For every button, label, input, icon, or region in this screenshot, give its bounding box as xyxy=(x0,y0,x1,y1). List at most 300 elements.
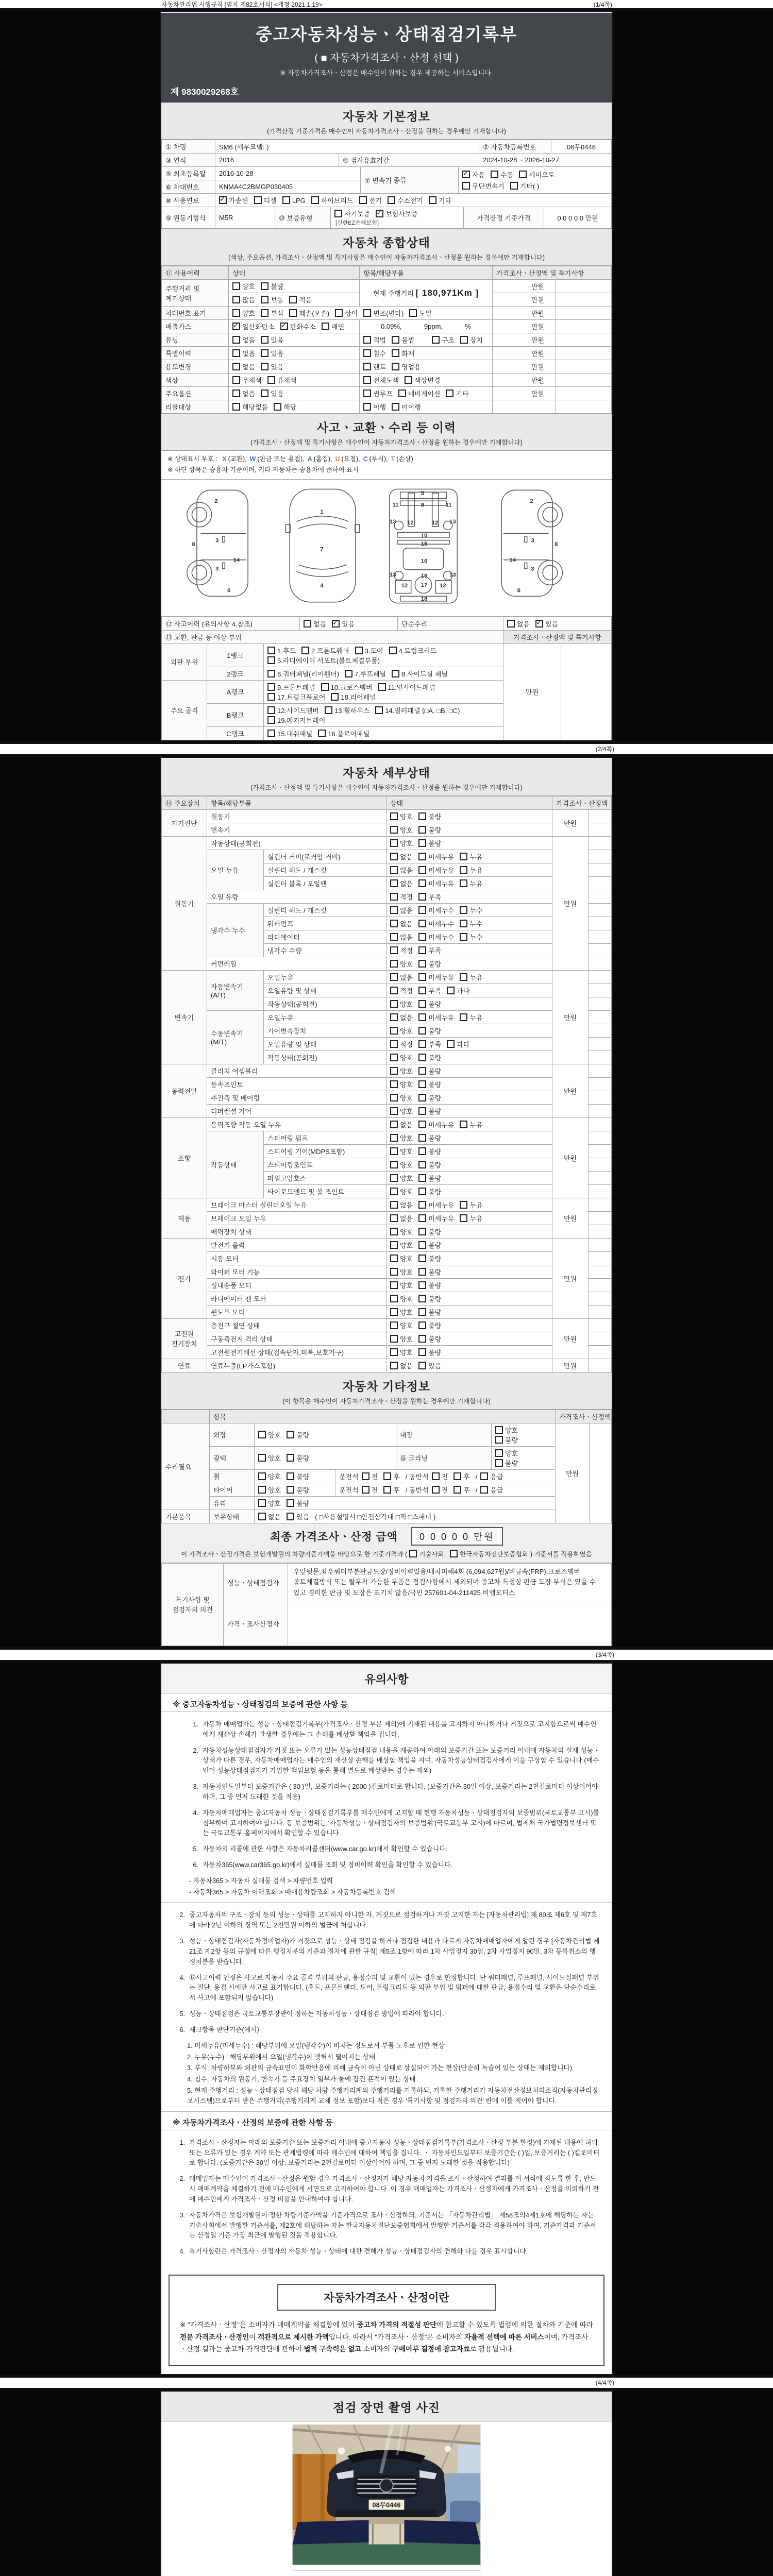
checkbox[interactable] xyxy=(261,389,268,397)
checkbox[interactable] xyxy=(390,1214,398,1222)
checkbox[interactable] xyxy=(258,1431,266,1438)
checkbox[interactable] xyxy=(390,960,398,968)
note-cell xyxy=(589,1359,612,1372)
option-prefix: 운전석 xyxy=(339,1472,359,1481)
checkbox[interactable] xyxy=(261,336,268,344)
checkbox-checked[interactable] xyxy=(219,196,227,204)
checkbox[interactable] xyxy=(390,1040,398,1048)
option-label: 전 xyxy=(441,1486,448,1494)
checkbox[interactable] xyxy=(495,1459,503,1467)
checkbox[interactable] xyxy=(390,893,398,901)
row-label: 주행거리 및 계기상태 xyxy=(162,280,229,307)
status-code: T xyxy=(391,455,395,463)
checkbox[interactable] xyxy=(389,647,397,654)
page-4 xyxy=(160,2391,613,2576)
option-label: 없음 xyxy=(313,620,327,628)
option-label: 양호 xyxy=(400,1147,413,1156)
checkbox[interactable] xyxy=(390,1147,398,1155)
checkbox[interactable] xyxy=(383,1486,391,1494)
option xyxy=(418,1066,441,1076)
checkbox[interactable] xyxy=(460,336,468,344)
state-options xyxy=(386,997,552,1010)
checkbox[interactable] xyxy=(418,1255,426,1262)
checkbox[interactable] xyxy=(418,866,426,874)
checkbox[interactable] xyxy=(258,1499,266,1507)
checkbox[interactable] xyxy=(301,647,309,654)
checkbox[interactable] xyxy=(345,670,352,677)
checkbox[interactable] xyxy=(460,879,467,887)
checkbox[interactable] xyxy=(390,933,398,941)
accident-history-options xyxy=(300,617,398,630)
checkbox[interactable] xyxy=(418,973,426,981)
option xyxy=(390,825,413,835)
checkbox[interactable] xyxy=(392,670,399,677)
price-box-text: 에 참고할 수 있도록 법령에 의한 절차와 기준에 따라 xyxy=(436,2321,593,2329)
checkbox-checked[interactable] xyxy=(535,620,543,628)
checkbox[interactable] xyxy=(390,1348,398,1356)
checkbox[interactable] xyxy=(418,1308,426,1316)
room-cleaning-options xyxy=(492,1446,556,1469)
checkbox[interactable] xyxy=(311,196,319,204)
checkbox[interactable] xyxy=(232,296,240,303)
option xyxy=(418,1039,441,1049)
checkbox[interactable] xyxy=(390,879,398,887)
checkbox[interactable] xyxy=(418,1174,426,1182)
checkbox[interactable] xyxy=(418,1321,426,1329)
option xyxy=(460,1012,482,1022)
option xyxy=(390,1334,413,1344)
checkbox[interactable] xyxy=(418,1147,426,1155)
option-label: 불량 xyxy=(428,1188,442,1196)
checkbox[interactable] xyxy=(258,1513,266,1520)
checkbox[interactable] xyxy=(390,906,398,914)
checkbox[interactable] xyxy=(267,656,275,664)
checkbox[interactable] xyxy=(363,336,371,344)
checkbox[interactable] xyxy=(390,1295,398,1302)
checkbox[interactable] xyxy=(390,812,398,820)
checkbox[interactable] xyxy=(321,683,329,691)
checkbox[interactable] xyxy=(287,1472,294,1480)
checkbox[interactable] xyxy=(267,670,275,677)
checkbox[interactable] xyxy=(460,920,467,927)
option-label: 전체도색 xyxy=(373,377,399,384)
checkbox[interactable] xyxy=(418,839,426,847)
diagram-part-number: 12 xyxy=(407,519,414,526)
checkbox[interactable] xyxy=(418,1107,426,1115)
checkbox[interactable] xyxy=(418,1281,426,1289)
vehicle-diagram xyxy=(161,480,612,617)
checkbox[interactable] xyxy=(418,826,426,834)
checkbox[interactable] xyxy=(282,196,290,204)
note-cell xyxy=(589,1050,612,1064)
checkbox[interactable] xyxy=(418,812,426,820)
checkbox[interactable] xyxy=(460,1201,467,1209)
option xyxy=(376,209,418,218)
checkbox[interactable] xyxy=(495,1449,503,1457)
checkbox[interactable] xyxy=(418,933,426,941)
checkbox[interactable] xyxy=(390,853,398,860)
checkbox[interactable] xyxy=(418,1040,426,1048)
checkbox[interactable] xyxy=(409,1550,417,1557)
checkbox[interactable] xyxy=(390,1362,398,1369)
checkbox[interactable] xyxy=(289,296,297,303)
checkbox[interactable] xyxy=(418,1054,426,1061)
checkbox[interactable] xyxy=(261,309,268,317)
checkbox[interactable] xyxy=(390,1228,398,1235)
checkbox[interactable] xyxy=(334,210,342,217)
odometer-value: [ 180,971Km ] xyxy=(415,287,479,298)
checkbox[interactable] xyxy=(355,647,363,654)
checkbox[interactable] xyxy=(495,1426,503,1434)
caution-item-number: 2. xyxy=(193,1746,198,1754)
checkbox[interactable] xyxy=(418,987,426,994)
checkbox[interactable] xyxy=(287,1431,294,1438)
checkbox[interactable] xyxy=(318,730,326,737)
item-label: 추진축 및 베어링 xyxy=(207,1091,386,1104)
price-cell: 만원 xyxy=(552,1198,589,1238)
checkbox[interactable] xyxy=(418,1067,426,1075)
checkbox[interactable] xyxy=(418,946,426,954)
checkbox[interactable] xyxy=(392,336,399,344)
option-label: 전 xyxy=(371,1486,378,1494)
checkbox[interactable] xyxy=(418,1134,426,1142)
checkbox[interactable] xyxy=(398,389,406,397)
option xyxy=(390,1039,413,1049)
price-cell: 만원 xyxy=(493,360,556,374)
checkbox[interactable] xyxy=(390,1255,398,1262)
checkbox-checked[interactable] xyxy=(462,171,470,178)
checkbox[interactable] xyxy=(378,683,386,691)
checkbox[interactable] xyxy=(375,706,383,714)
checkbox[interactable] xyxy=(390,1268,398,1276)
option xyxy=(418,1106,441,1116)
checkbox[interactable] xyxy=(460,1214,467,1222)
checkbox[interactable] xyxy=(254,196,262,204)
checkbox[interactable] xyxy=(287,1454,294,1462)
checkbox[interactable] xyxy=(432,336,440,344)
note-cell xyxy=(589,876,612,890)
option-label: 양호 xyxy=(400,1188,413,1196)
checkbox[interactable] xyxy=(258,1486,266,1494)
checkbox[interactable] xyxy=(390,946,398,954)
checkbox[interactable] xyxy=(390,826,398,834)
basic-info-table xyxy=(161,207,612,229)
checkbox[interactable] xyxy=(450,1550,458,1557)
diagram-part-number: 3 xyxy=(531,566,534,572)
state-options xyxy=(386,1064,552,1077)
checkbox[interactable] xyxy=(390,866,398,874)
checkbox[interactable] xyxy=(418,1214,426,1222)
checkbox-checked[interactable] xyxy=(280,323,288,330)
option xyxy=(460,878,482,888)
checkbox[interactable] xyxy=(418,1161,426,1168)
caution-item xyxy=(185,1844,601,1854)
checkbox[interactable] xyxy=(390,987,398,994)
note-cell xyxy=(589,1024,612,1037)
table-row xyxy=(162,1423,612,1446)
checkbox[interactable] xyxy=(322,323,329,330)
checkbox[interactable] xyxy=(446,389,453,397)
checkbox[interactable] xyxy=(261,282,268,290)
note-cell xyxy=(589,930,612,943)
checkbox[interactable] xyxy=(390,1121,398,1128)
option xyxy=(409,1549,446,1558)
checkbox[interactable] xyxy=(232,376,240,384)
note-cell xyxy=(561,643,612,740)
checkbox[interactable] xyxy=(390,1241,398,1249)
checkbox[interactable] xyxy=(392,349,399,357)
checkbox[interactable] xyxy=(363,389,371,397)
option-label: 양호 xyxy=(505,1449,518,1458)
checkbox[interactable] xyxy=(390,1107,398,1115)
option xyxy=(390,1240,413,1250)
page-title: 중고자동차성능ㆍ상태점검기록부 xyxy=(255,25,518,44)
checkbox[interactable] xyxy=(267,730,275,737)
checkbox[interactable] xyxy=(453,1486,461,1494)
checkbox[interactable] xyxy=(409,309,417,317)
table-row xyxy=(162,1211,612,1225)
checkbox[interactable] xyxy=(418,853,426,860)
item-label: 라디에이터 팬 모터 xyxy=(207,1292,386,1305)
checkbox[interactable] xyxy=(287,1486,294,1494)
checkbox[interactable] xyxy=(495,1436,503,1444)
checkbox[interactable] xyxy=(383,1472,391,1480)
option-label: 17.트렁크플로어 xyxy=(277,693,326,701)
checkbox[interactable] xyxy=(390,1321,398,1329)
checkbox[interactable] xyxy=(447,1040,455,1048)
checkbox[interactable] xyxy=(460,906,467,914)
column-header: 가격조사ㆍ산정액 및 특기사항 xyxy=(493,266,612,280)
item-label: 클러치 어셈블리 xyxy=(207,1064,386,1077)
checkbox[interactable] xyxy=(304,620,311,628)
checkbox[interactable] xyxy=(390,920,398,927)
option xyxy=(510,181,539,191)
cautions-sec1-header: ※ 중고자동차성능ㆍ상태점검의 보증에 관한 사항 등 xyxy=(161,1693,612,1712)
checkbox[interactable] xyxy=(390,1281,398,1289)
caution-sub-item: - 자동차365 > 자동차 이력조회 > 매매용차량조회 > 자동차등록번호 검색 xyxy=(189,1888,396,1896)
option xyxy=(418,1347,441,1357)
checkbox[interactable] xyxy=(363,309,371,317)
checkbox[interactable] xyxy=(405,376,412,384)
option xyxy=(261,348,283,358)
checkbox[interactable] xyxy=(267,683,275,691)
option-label: 불량 xyxy=(428,1107,442,1115)
checkbox[interactable] xyxy=(453,1472,461,1480)
checkbox[interactable] xyxy=(480,1486,488,1494)
checkbox[interactable] xyxy=(418,1335,426,1343)
caution-item-text: 체크항목 판단기준(예시) xyxy=(189,2025,259,2033)
table-row xyxy=(162,194,612,207)
checkbox[interactable] xyxy=(287,1499,294,1507)
checkbox[interactable] xyxy=(460,866,467,874)
checkbox[interactable] xyxy=(418,1348,426,1356)
checkbox[interactable] xyxy=(418,1013,426,1021)
table-row xyxy=(162,1292,612,1305)
checkbox[interactable] xyxy=(462,182,470,190)
checkbox[interactable] xyxy=(392,363,399,370)
checkbox[interactable] xyxy=(363,376,371,384)
checkbox[interactable] xyxy=(432,1486,440,1494)
checkbox[interactable] xyxy=(362,1472,369,1480)
checkbox[interactable] xyxy=(418,1362,426,1369)
checkbox[interactable] xyxy=(418,1241,426,1249)
checkbox[interactable] xyxy=(289,309,297,317)
checkbox[interactable] xyxy=(418,1228,426,1235)
option xyxy=(232,375,262,385)
checkbox[interactable] xyxy=(363,363,371,370)
checkbox[interactable] xyxy=(331,693,339,701)
checkbox[interactable] xyxy=(460,1121,467,1128)
checkbox[interactable] xyxy=(390,1000,398,1008)
checkbox[interactable] xyxy=(267,716,275,724)
checkbox[interactable] xyxy=(418,1268,426,1276)
checkbox[interactable] xyxy=(418,1000,426,1008)
checkbox[interactable] xyxy=(388,196,395,204)
checkbox[interactable] xyxy=(447,987,455,994)
checkbox[interactable] xyxy=(232,363,240,370)
checkbox[interactable] xyxy=(258,1454,266,1462)
checkbox[interactable] xyxy=(362,1486,369,1494)
note-cell xyxy=(589,1265,612,1278)
checkbox[interactable] xyxy=(363,403,371,411)
checkbox[interactable] xyxy=(258,1472,266,1480)
checkbox[interactable] xyxy=(418,1121,426,1128)
item-label: 작동상태(공회전) xyxy=(264,1050,386,1064)
checkbox[interactable] xyxy=(491,171,498,178)
checkbox[interactable] xyxy=(390,1201,398,1209)
checkbox[interactable] xyxy=(232,349,240,357)
checkbox[interactable] xyxy=(390,1080,398,1088)
option xyxy=(390,986,413,995)
checkbox[interactable] xyxy=(418,1295,426,1302)
checkbox[interactable] xyxy=(390,1013,398,1021)
checkbox[interactable] xyxy=(261,363,268,370)
table-row xyxy=(162,1198,612,1211)
checkbox[interactable] xyxy=(390,839,398,847)
checkbox[interactable] xyxy=(418,1080,426,1088)
checkbox[interactable] xyxy=(390,1027,398,1035)
checkbox[interactable] xyxy=(267,693,275,701)
checkbox[interactable] xyxy=(335,309,343,317)
checkbox[interactable] xyxy=(232,336,240,344)
fuel-options xyxy=(215,194,612,207)
checkbox[interactable] xyxy=(507,620,515,628)
checkbox[interactable] xyxy=(325,706,332,714)
item-label: 라디에이터 xyxy=(264,930,386,943)
checkbox[interactable] xyxy=(267,647,275,654)
checkbox[interactable] xyxy=(267,706,275,714)
option xyxy=(258,1430,281,1439)
checkbox[interactable] xyxy=(261,349,268,357)
table-row xyxy=(162,1359,612,1372)
checkbox[interactable] xyxy=(390,1174,398,1182)
checkbox[interactable] xyxy=(460,933,467,941)
checkbox[interactable] xyxy=(274,403,281,411)
checkbox[interactable] xyxy=(390,1054,398,1061)
checkbox[interactable] xyxy=(390,1134,398,1142)
checkbox[interactable] xyxy=(390,1335,398,1343)
option-label: 10.크로스멤버 xyxy=(330,683,373,691)
checkbox[interactable] xyxy=(232,309,240,317)
option-label: 불량 xyxy=(505,1436,518,1444)
checkbox[interactable] xyxy=(510,182,518,190)
table-row xyxy=(162,1510,612,1523)
checkbox[interactable] xyxy=(390,1161,398,1168)
checkbox-checked[interactable] xyxy=(376,210,383,217)
checkbox[interactable] xyxy=(432,1472,440,1480)
checkbox[interactable] xyxy=(460,1013,467,1021)
option-label: 있음 xyxy=(545,620,559,628)
caution-item xyxy=(172,2138,601,2168)
checkbox[interactable] xyxy=(363,349,371,357)
table-row xyxy=(162,1602,612,1646)
checkbox[interactable] xyxy=(480,1472,488,1480)
checkbox[interactable] xyxy=(359,196,367,204)
caution-item-text: 자동차인도일부터 보증기간은 ( 30 )일, 보증거리는 ( 2000 )킬로미터로 합니다. (보증기간은 30일 이상, 보증거리는 2천킬로미터 이상이어야 하며, 그 중 먼저 도래한 것을 적용) xyxy=(203,1783,598,1801)
device-group-label: 제동 xyxy=(162,1198,207,1238)
checkbox[interactable] xyxy=(519,171,527,178)
option xyxy=(232,388,255,398)
checkbox[interactable] xyxy=(390,1067,398,1075)
checkbox[interactable] xyxy=(390,973,398,981)
checkbox[interactable] xyxy=(460,973,467,981)
option-label: 9.프론트패널 xyxy=(277,683,315,691)
document-number: 제 9830029268호 xyxy=(171,87,239,97)
row-label: 룸 크리닝 xyxy=(396,1446,492,1469)
checkbox-checked[interactable] xyxy=(332,620,340,628)
checkbox[interactable] xyxy=(232,389,240,397)
checkbox[interactable] xyxy=(418,879,426,887)
checkbox[interactable] xyxy=(287,1513,294,1520)
option-label: 하이브리드 xyxy=(321,197,354,205)
checkbox[interactable] xyxy=(418,906,426,914)
row-label: 특기사항 및 점검자의 의견 xyxy=(162,1563,224,1646)
odometer-cell xyxy=(360,280,493,307)
option xyxy=(491,170,513,179)
checkbox[interactable] xyxy=(267,376,275,384)
option xyxy=(232,402,268,412)
table-header-row xyxy=(162,796,612,809)
price-survey-box-body xyxy=(180,2319,593,2355)
table-row xyxy=(162,360,612,374)
checkbox[interactable] xyxy=(390,1188,398,1195)
checkbox[interactable] xyxy=(418,893,426,901)
checkbox[interactable] xyxy=(418,960,426,968)
checkbox[interactable] xyxy=(418,1201,426,1209)
checkbox[interactable] xyxy=(390,1094,398,1101)
checkbox[interactable] xyxy=(418,920,426,927)
checkbox[interactable] xyxy=(390,1308,398,1316)
device-group-label: 자기진단 xyxy=(162,809,207,836)
checkbox[interactable] xyxy=(418,1094,426,1101)
option-label: 미세누유 xyxy=(428,866,455,874)
caution-item-text: 자동차365(www.car365.go.kr)에서 실매물 조회 및 정비이력 확인을 확인할 수 있습니다. xyxy=(203,1861,452,1869)
option xyxy=(390,1347,413,1357)
checkbox[interactable] xyxy=(392,403,399,411)
checkbox[interactable] xyxy=(460,853,467,860)
checkbox[interactable] xyxy=(261,296,268,303)
option-label: 양호 xyxy=(268,1454,281,1462)
page-marker-2: (2/4쪽) xyxy=(595,745,614,753)
checkbox[interactable] xyxy=(232,282,240,290)
checkbox[interactable] xyxy=(429,196,436,204)
checkbox[interactable] xyxy=(418,1027,426,1035)
option xyxy=(495,1458,518,1468)
option-label: 18.리어패널 xyxy=(341,693,376,701)
checkbox[interactable] xyxy=(232,403,240,411)
checkbox-checked[interactable] xyxy=(232,323,240,330)
checkbox[interactable] xyxy=(418,1188,426,1195)
